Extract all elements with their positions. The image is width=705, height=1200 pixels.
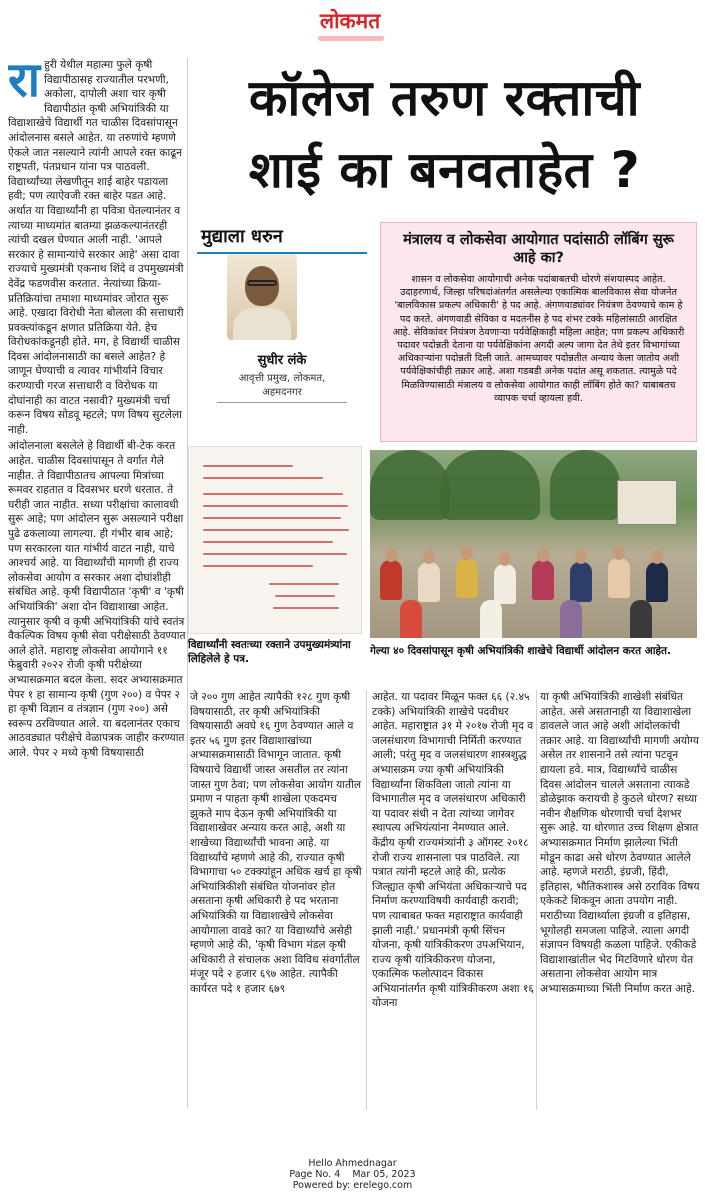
article-paragraph: जे २०० गुण आहेत त्यापैकी १२८ गुण कृषी विषयासाठी, तर कृषी अभियांत्रिकी विषयासाठी अवघे १६ गुण ठेवण्यात आले व इतर ५६ गुण इतर विद्याशाखांच्या अभ्यासक्रमासाठी विभागून जातात. कृषी विषयाचे विद्यार्थी जास्त असतील तर त्यांना जास्त गुण ठेवा; पण लोकसेवा आयोग यातील प्रमाण न पाहता कृषी शाखेला एकदमच झुकते माप देऊन कृषी अभियांत्रिकी या विद्याशाखेवर अन्याय करत आहे, अशी या शाखेच्या विद्यार्थ्यांची भावना आहे. या विद्यार्थ्यांचे म्हणणे आहे की, राज्यात कृषी विभागाचा ५० टक्क्यांहून अधिक खर्च हा कृषी अभियांत्रिकीशी संबंधित योजनांवर होत असताना कृषी अधिकारी हे पद भरताना अभियांत्रिकी या विद्याशाखेचे लोकसेवा आयोगाला वावडे का? या विद्यार्थ्यांचे असेही म्हणणे आहे की, 'कृषी विभाग मंडल कृषी अधिकारी ते संचालक अशा विविध संवर्गातील मंजूर पदे २ हजार ६९७ आहेत. त्यापैकी कार्यरत पदे १ हजार ६७९ [190, 691, 362, 995]
sidebar-body: शासन व लोकसेवा आयोगाची अनेक पदांबाबतची धोरणे संशयास्पद आहेत. उदाहरणार्थ, जिल्हा परिषदांअंतर्गत असलेल्या एकात्मिक बालविकास सेवा योजनेत 'बालविकास प्रकल्प अधिकारी' हे पद आहे. अंगणवाड्यांवर नियंत्रण ठेवण्याचे काम हे पद करते. अंगणवाडी सेविका व मदतनीस हे पद शंभर टक्के महिलांसाठी आरक्षित आहे. सेविकांवर नियंत्रण ठेवणाऱ्या पर्यवेक्षिकाही महिला आहेत; पण प्रकल्प अधिकारी पदावर पदोन्नती देताना या पर्यवेक्षिकांना अगदी अल्प जागा देत तेथे इतर विभागांच्या अधिकाऱ्यांना पदोन्नती दिली जाते. आमच्यावर पदोन्नतीत अन्याय केला जातोय अशी पर्यवेक्षिकांचीही तक्रार आहे. अशा गडबडी अनेक पदांत असू शकतात. त्यामुळे पदे मिळविण्यासाठी मंत्रालय व लोकसेवा आयोगात काही लॉबिंग होते का? याबाबतच व्यापक चर्चा व्हायला हवी. [392, 274, 685, 404]
author-role: आवृत्ती प्रमुख, लोकमत, [238, 373, 326, 384]
article-column-2 [190, 690, 362, 1110]
column-divider [366, 690, 367, 1110]
protest-caption: गेल्या ४० दिवसांपासून कृषी अभियांत्रिकी शाखेचे विद्यार्थी आंदोलन करत आहेत. [370, 645, 672, 657]
article-paragraph: हुरी येथील महात्मा फुले कृषी विद्यापीठासह राज्यातील परभणी, अकोला, दापोली अशा चार कृषी विद्यापीठांत कृषी अभियांत्रिकी या विद्याशाखेचे विद्यार्थी गत चाळीस दिवसांपासून आंदोलनास बसले आहेत. या तरुणांचे म्हणणे ऐकले जात नसल्याने त्यांनी आपले रक्त काढून राष्ट्रपती, पंतप्रधान यांना पत्र पाठवली. विद्यार्थ्यांच्या लेखणीतून शाई बाहेर पडायला हवी; पण त्याऐवजी रक्त बाहेर पडत आहे. अर्थात या विद्यार्थ्यांनी हा पवित्रा घेतल्यानंतर व त्याच्या माध्यमांत बातम्या झळकल्यानंतरही त्यांची दखल घेण्यात आली नाही. 'आपले सरकार हे सामान्यांचे सरकार आहे' असा दावा राज्याचे मुख्यमंत्री एकनाथ शिंदे व उपमुख्यमंत्री देवेंद्र फडणवीस करतात. नेत्यांच्या क्रिया-प्रतिक्रियांचा तमाशा माध्यमांवर जोरात सुरू आहे. एखादा विरोधी नेता बोलला की सत्ताधारी प्रवक्त्यांकडून क्षणात प्रतिक्रिया येते. हेच विरोधकांकडूनही होते. मग, हे विद्यार्थी चाळीस दिवस आंदोलनासाठी का बसले आहेत? हे जाणून घेण्याची व त्यावर गांभीर्याने विचार करण्याची गरज सत्ताधारी व विरोधक या दोघांनाही का वाटत नसावी? मुख्यमंत्री चर्चा करून विषय सोडवू म्हटले; पण विषय सुटलेला नाही. [8, 59, 184, 436]
protest-photo [370, 450, 697, 638]
divider [217, 402, 347, 403]
author-photo [227, 254, 297, 340]
column-divider [536, 690, 537, 1110]
page-footer [0, 1158, 705, 1191]
author-city: अहमदनगर [262, 387, 302, 398]
headline-line-2: शाई का बनवताहेत ? [248, 141, 641, 199]
headline-line-1: कॉलेज तरुण रक्ताची [248, 69, 641, 127]
article-column-1 [8, 58, 186, 1108]
article-paragraph: आहेत. या पदावर मिळून फक्त ६६ (२.४५ टक्के) अभियांत्रिकी शाखेचे पदवीधर आहेत. महाराष्ट्रात ३१ मे २०१७ रोजी मृद व जलसंधारण विभागाची निर्मिती करण्यात आली; परंतु मृद व जलसंधारण शास्त्रशुद्ध अभ्यासक्रम ज्या कृषी अभियांत्रिकी विद्यार्थ्यांना शिकविला जातो त्यांना या विभागातील मृद व जलसंधारण अधिकारी या पदावर संधी न देता त्यांच्या जागेवर स्थापत्य अभियंत्यांना नेमण्यात आले. केंद्रीय कृषी राज्यमंत्र्यांनी ३ ऑगस्ट २०१८ रोजी राज्य शासनाला पत्र पाठविले. त्या पत्रात त्यांनी म्हटले आहे की, प्रत्येक जिल्ह्यात कृषी अभियंता अधिकाऱ्याचे पद निर्माण करण्याविषयी कार्यवाही करावी; पण त्याबाबत फक्त महाराष्ट्रात कार्यवाही झाली नाही.' प्रधानमंत्री कृषी सिंचन योजना, कृषी यांत्रिकीकरण उपअभियान, राज्य कृषी यांत्रिकीकरण योजना, एकात्मिक फलोत्पादन विकास अभियानांतर्गत कृषी यांत्रिकीकरण अशा १६ योजना [372, 691, 534, 1010]
blood-letter-image [188, 446, 362, 634]
footer-powered-by: Powered by: erelego.com [292, 1180, 413, 1191]
column-label: मुद्याला धरुन [197, 222, 367, 254]
logo-underline [318, 36, 384, 41]
letter-caption: विद्यार्थ्यांनी स्वतःच्या रक्ताने उपमुख्यमंत्र्यांना लिहिलेले हे पत्र. [188, 639, 351, 665]
article-paragraph: आंदोलनाला बसलेले हे विद्यार्थी बी-टेक करत आहेत. चाळीस दिवसांपासून ते वर्गात गेले नाहीत. ते विद्यापीठातच आपल्या मित्रांच्या रूमवर राहतात व दिवसभर धरणे धरतात. ते घरीही जात नाहीत. सध्या परीक्षांचा कालावधी सुरू आहे; पण आंदोलन सुरू असल्याने परीक्षा पुढे ढकलाव्या लागल्या. ही गंभीर बाब आहे; पण सरकारला यात गांभीर्य वाटत नाही, याचे आश्चर्य आहे. या विद्यार्थ्यांची मागणी ही राज्य लोकसेवा आयोग व सरकार अशा दोघांशीही संबंधित आहे. कृषी विद्यापीठात 'कृषी' व 'कृषी अभियांत्रिकी' अशा दोन विद्याशाखा आहेत. त्यानुसार कृषी व कृषी अभियांत्रिकी यांचे स्वतंत्र वैकल्पिक विषय कृषी सेवा परीक्षेसाठी ठेवण्यात आले होते. महाराष्ट्र लोकसेवा आयोगाने ११ फेब्रुवारी २०२२ रोजी कृषी परीक्षेच्या अभ्यासक्रमात बदल केला. सदर अभ्यासक्रमात पेपर १ हा सामान्य कृषी (गुण २००) व पेपर २ हा कृषी विज्ञान व तंत्रज्ञान (गुण २००) असे स्वरूप ठरविण्यात आले. या बदलानंतर एकाच आठवड्यात परीक्षेचे वेळापत्रक जाहीर करण्यात आले. पेपर २ मध्ये कृषी विषयासाठी [8, 440, 186, 759]
article-column-4 [540, 690, 700, 1110]
footer-page-date: Page No. 4 Mar 05, 2023 [289, 1169, 416, 1180]
dropcap: रा [8, 58, 41, 108]
footer-edition: Hello Ahmednagar [308, 1158, 397, 1169]
article-paragraph: या कृषी अभियांत्रिकी शाखेशी संबंधित आहेत. असे असतानाही या विद्याशाखेला डावलले जात आहे अशी आंदोलकांची तक्रार आहे. या विद्यार्थ्यांची मागणी अयोग्य असेल तर शासनाने तसे त्यांना पटवून द्यायला हवे. मात्र, विद्यार्थ्यांचे चाळीस दिवस आंदोलन चालले असताना त्याकडे डोळेझाक करायची हे कुठले धोरण? सध्या नवीन शैक्षणिक धोरणाची चर्चा देशभर सुरू आहे. या धोरणात उच्च शिक्षण क्षेत्रात अभ्यासक्रमात निर्माण झालेल्या भिंती मोडून काढा असे धोरण ठेवण्यात आलेले आहे. म्हणजे मराठी, इंग्रजी, हिंदी, इतिहास, भौतिकशास्त्र असे ठराविक विषय एकेकटे शिकवून आता उपयोग नाही. मराठीच्या विद्यार्थ्याला इंग्रजी व इतिहास, भूगोलही समजला पाहिजे. त्याला अगदी संज्ञापन विषयही कळला पाहिजे. एकीकडे विद्याशाखांतील भेद मिटविणारे धोरण येत असताना लोकसेवा आयोग मात्र अभ्यासक्रमाच्या भिंती निर्माण करत आहे. [540, 691, 700, 995]
author-name: सुधीर लंके [257, 353, 307, 368]
sidebar-title: मंत्रालय व लोकसेवा आयोगात पदांसाठी लॉबिंग सुरू आहे का? [403, 232, 674, 266]
headline [192, 62, 697, 212]
author-box [197, 222, 367, 437]
article-column-3 [372, 690, 534, 1110]
masthead [0, 0, 705, 44]
sidebar-box [380, 222, 697, 442]
newspaper-logo: लोकमत [319, 9, 381, 33]
